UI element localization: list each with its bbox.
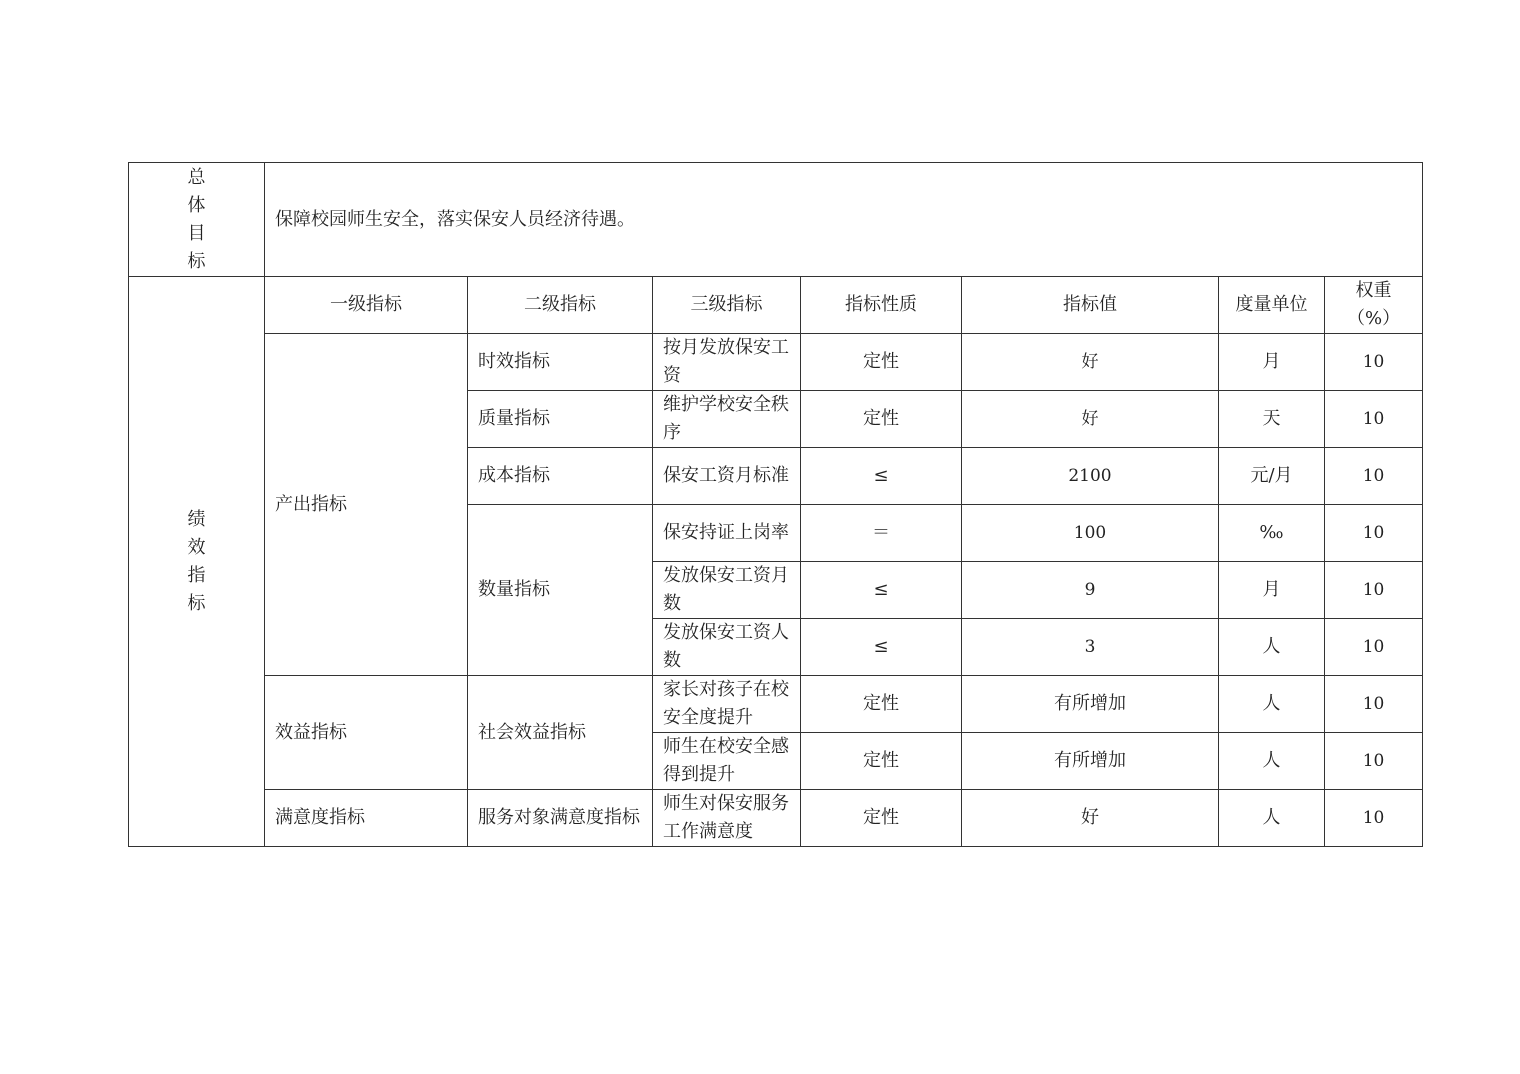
value-cell: 9 (962, 562, 1219, 619)
weight-cell: 10 (1325, 562, 1423, 619)
weight-cell: 10 (1325, 790, 1423, 847)
level3-cell: 保安持证上岗率 (653, 505, 801, 562)
label-char: 标 (187, 592, 206, 614)
level3-cell: 按月发放保安工资 (653, 334, 801, 391)
nature-cell: 定性 (801, 790, 962, 847)
table-row (129, 676, 1423, 733)
value-cell: 好 (962, 391, 1219, 448)
level3-cell: 师生在校安全感得到提升 (653, 733, 801, 790)
unit-cell: 元/月 (1219, 448, 1325, 505)
value-cell: 有所增加 (962, 733, 1219, 790)
nature-cell: 定性 (801, 676, 962, 733)
level3-cell: 师生对保安服务工作满意度 (653, 790, 801, 847)
nature-cell: ＝ (801, 505, 962, 562)
value-cell: 有所增加 (962, 676, 1219, 733)
unit-cell: 人 (1219, 676, 1325, 733)
nature-cell: ≤ (801, 619, 962, 676)
nature-cell: ≤ (801, 448, 962, 505)
header-level1: 一级指标 (265, 277, 468, 334)
header-level3: 三级指标 (653, 277, 801, 334)
header-unit: 度量单位 (1219, 277, 1325, 334)
level3-cell: 维护学校安全秩序 (653, 391, 801, 448)
subgroup-quantity: 数量指标 (468, 505, 653, 676)
performance-table (128, 162, 1423, 847)
label-char: 总 (187, 166, 206, 188)
label-char: 标 (187, 250, 206, 272)
header-weight: 权重（%） (1325, 277, 1423, 334)
label-char: 体 (187, 194, 206, 216)
unit-cell: 月 (1219, 562, 1325, 619)
value-cell: 好 (962, 790, 1219, 847)
weight-cell: 10 (1325, 676, 1423, 733)
table-row (129, 334, 1423, 391)
nature-cell: 定性 (801, 733, 962, 790)
weight-cell: 10 (1325, 505, 1423, 562)
subgroup-service: 服务对象满意度指标 (468, 790, 653, 847)
subgroup-timeliness: 时效指标 (468, 334, 653, 391)
weight-cell: 10 (1325, 391, 1423, 448)
table-row (129, 790, 1423, 847)
weight-cell: 10 (1325, 619, 1423, 676)
group-benefit: 效益指标 (265, 676, 468, 790)
subgroup-cost: 成本指标 (468, 448, 653, 505)
overall-goal-text: 保障校园师生安全，落实保安人员经济待遇。 (265, 163, 1423, 277)
label-char: 指 (187, 564, 206, 586)
unit-cell: 人 (1219, 733, 1325, 790)
label-char: 绩 (187, 508, 206, 530)
overall-goal-row (129, 163, 1423, 277)
level3-cell: 发放保安工资月数 (653, 562, 801, 619)
subgroup-quality: 质量指标 (468, 391, 653, 448)
performance-indicator-label (129, 277, 265, 847)
nature-cell: ≤ (801, 562, 962, 619)
label-char: 效 (187, 536, 206, 558)
header-level2: 二级指标 (468, 277, 653, 334)
nature-cell: 定性 (801, 334, 962, 391)
header-value: 指标值 (962, 277, 1219, 334)
unit-cell: 天 (1219, 391, 1325, 448)
header-nature: 指标性质 (801, 277, 962, 334)
unit-cell: 人 (1219, 619, 1325, 676)
subgroup-social: 社会效益指标 (468, 676, 653, 790)
level3-cell: 家长对孩子在校安全度提升 (653, 676, 801, 733)
value-cell: 3 (962, 619, 1219, 676)
level3-cell: 发放保安工资人数 (653, 619, 801, 676)
weight-cell: 10 (1325, 733, 1423, 790)
nature-cell: 定性 (801, 391, 962, 448)
weight-cell: 10 (1325, 334, 1423, 391)
level3-cell: 保安工资月标准 (653, 448, 801, 505)
value-cell: 2100 (962, 448, 1219, 505)
header-row (129, 277, 1423, 334)
value-cell: 好 (962, 334, 1219, 391)
group-output: 产出指标 (265, 334, 468, 676)
value-cell: 100 (962, 505, 1219, 562)
unit-cell: 人 (1219, 790, 1325, 847)
unit-cell: 月 (1219, 334, 1325, 391)
label-char: 目 (187, 222, 206, 244)
group-satisfaction: 满意度指标 (265, 790, 468, 847)
overall-goal-label (129, 163, 265, 277)
unit-cell: ‰ (1219, 505, 1325, 562)
weight-cell: 10 (1325, 448, 1423, 505)
